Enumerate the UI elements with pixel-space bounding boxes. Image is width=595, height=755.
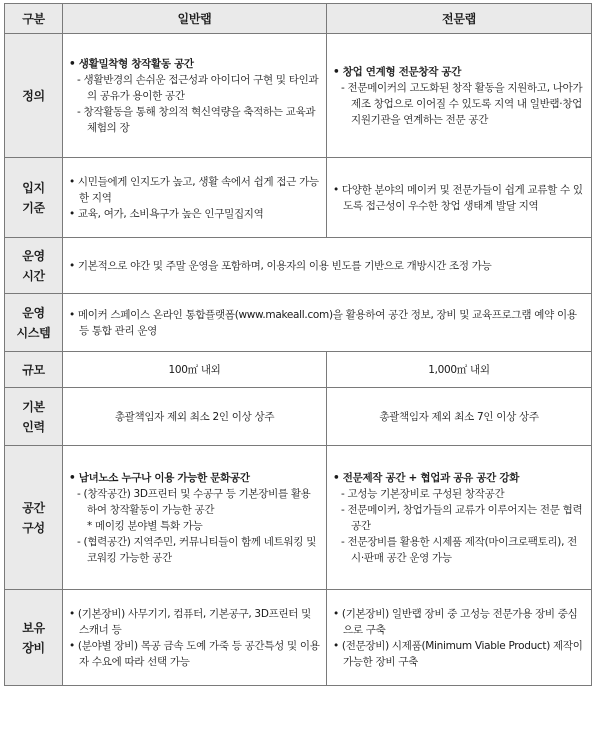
scale-general: 100㎡ 내외 (63, 352, 327, 388)
row-label-staff: 기본 인력 (5, 388, 63, 446)
space-professional-line-1: • 전문제작 공간 + 협업과 공유 공간 강화 (333, 471, 520, 484)
row-equipment (5, 590, 592, 686)
staff-professional: 총괄책임자 제외 최소 7인 이상 상주 (327, 388, 592, 446)
space-professional (327, 446, 592, 590)
space-professional-line-4: - 전문장비를 활용한 시제품 제작(마이크로팩토리), 전시·판매 공간 운영 가능 (341, 535, 578, 564)
staff-general: 총괄책임자 제외 최소 2인 이상 상주 (63, 388, 327, 446)
row-label-equipment: 보유 장비 (5, 590, 63, 686)
row-label-system: 운영 시스템 (5, 294, 63, 352)
space-professional-line-3: - 전문메이커, 창업가들의 교류가 이루어지는 전문 협력공간 (341, 503, 583, 532)
space-general (63, 446, 327, 590)
equipment-general-line-1: • (기본장비) 사무기기, 컴퓨터, 기본공구, 3D프린터 및 스캐너 등 (69, 607, 312, 636)
row-label-space: 공간 구성 (5, 446, 63, 590)
definition-professional-line-2: - 전문메이커의 고도화된 창작 활동을 지원하고, 나아가 제조 창업으로 이어질 수 있도록 지역 내 일반랩·창업지원기관을 연계하는 전문 공간 (341, 81, 583, 126)
space-general-line-1: • 남녀노소 누구나 이용 가능한 문화공간 (69, 471, 250, 484)
space-general-line-4: - (협력공간) 지역주민, 커뮤니티들이 함께 네트워킹 및 코워킹 가능한 공간 (77, 535, 317, 564)
row-label-scale: 규모 (5, 352, 63, 388)
location-general-line-2: • 교육, 여가, 소비욕구가 높은 인구밀집지역 (69, 207, 264, 220)
row-label-location: 입지 기준 (5, 158, 63, 238)
space-general-line-2: - (창작공간) 3D프린터 및 수공구 등 기본장비를 활용하여 창작활동이 가능한 공간 (77, 487, 311, 516)
definition-general (63, 34, 327, 158)
definition-professional (327, 34, 592, 158)
location-general (63, 158, 327, 238)
row-label-definition: 정의 (5, 34, 63, 158)
location-general-line-1: • 시민들에게 인지도가 높고, 생활 속에서 쉽게 접근 가능한 지역 (69, 175, 319, 204)
row-staff (5, 388, 592, 446)
location-professional (327, 158, 592, 238)
system-text: • 메이커 스페이스 온라인 통합플랫폼(www.makeall.com)을 활용하여 공간 정보, 장비 및 교육프로그램 예약 이용 등 통합 관리 운영 (69, 308, 577, 337)
system-content (63, 294, 592, 352)
row-system (5, 294, 592, 352)
row-definition (5, 34, 592, 158)
definition-general-line-3: - 창작활동을 통해 창의적 혁신역량을 축적하는 교육과 체험의 장 (77, 105, 316, 134)
definition-professional-line-1: • 창업 연계형 전문창작 공간 (333, 65, 462, 78)
row-space (5, 446, 592, 590)
header-row (5, 4, 592, 34)
equipment-general (63, 590, 327, 686)
hours-text: • 기본적으로 야간 및 주말 운영을 포함하며, 이용자의 이용 빈도를 기반으로 개방시간 조정 가능 (69, 259, 492, 272)
equipment-professional (327, 590, 592, 686)
row-label-hours: 운영 시간 (5, 238, 63, 294)
equipment-professional-line-2: • (전문장비) 시제품(Minimum Viable Product) 제작이 가능한 장비 구축 (333, 639, 583, 668)
scale-professional: 1,000㎡ 내외 (327, 352, 592, 388)
header-general-lab: 일반랩 (63, 4, 327, 34)
header-category: 구분 (5, 4, 63, 34)
row-location (5, 158, 592, 238)
hours-content (63, 238, 592, 294)
space-general-line-3: * 메이킹 분야별 특화 가능 (87, 519, 203, 532)
space-professional-line-2: - 고성능 기본장비로 구성된 창작공간 (341, 487, 505, 500)
row-hours (5, 238, 592, 294)
lab-comparison-table (4, 3, 592, 686)
row-scale (5, 352, 592, 388)
definition-general-line-1: • 생활밀착형 창작활동 공간 (69, 57, 194, 70)
definition-general-line-2: - 생활반경의 손쉬운 접근성과 아이디어 구현 및 타인과의 공유가 용이한 공간 (77, 73, 319, 102)
header-professional-lab: 전문랩 (327, 4, 592, 34)
equipment-professional-line-1: • (기본장비) 일반랩 장비 중 고성능 전문가용 장비 중심으로 구축 (333, 607, 578, 636)
location-professional-line-1: • 다양한 분야의 메이커 및 전문가들이 쉽게 교류할 수 있도록 접근성이 우수한 창업 생태계 발달 지역 (333, 183, 583, 212)
equipment-general-line-2: • (분야별 장비) 목공 금속 도예 가죽 등 공간특성 및 이용자 수요에 따라 선택 가능 (69, 639, 320, 668)
